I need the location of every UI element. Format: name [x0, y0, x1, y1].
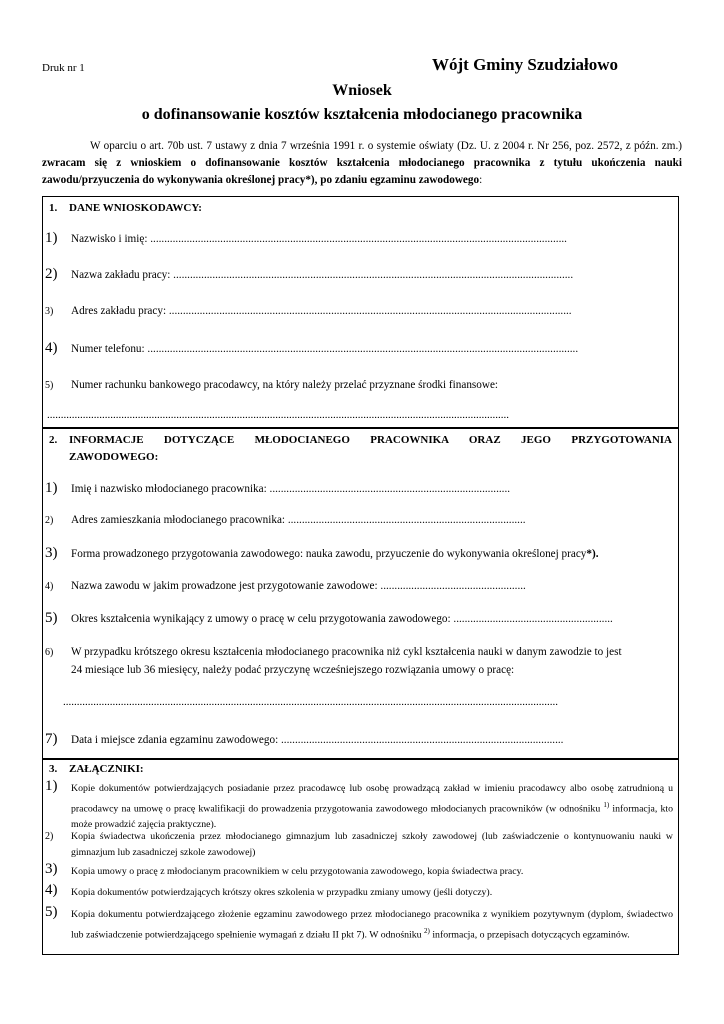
early-termination-line[interactable]: ....................................................................................................................................................................................: [63, 696, 558, 708]
section-heading: 1. DANE WNIOSKODAWCY:: [49, 202, 202, 214]
attachment-5: 5) Kopia dokumentu potwierdzającego złożenie egzaminu zawodowego przez młodocianego pracownika z wynikiem pozytywnym (dyplom, świadectwo lub zaświadczenie potwierdzającego spełnienie wymagań z działu II pkt 7). W odnośniku $^{2)}$ informacja, o przepisach dotyczących egzaminów.: [45, 904, 673, 941]
intro-bold: zwracam się z wnioskiem o dofinansowanie kosztów kształcenia młodocianego pracownika z tytułu ukończenia nauki zawodu/przyuczenia do wykonywania określonej pracy*), po zdaniu egzaminu zawodowego: [42, 157, 682, 186]
attachment-1: 1) Kopie dokumentów potwierdzających posiadanie przez pracodawcę lub osobę prowadzącą zakład w imieniu pracodawcy albo osobę zatrudnioną u pracodawcy na umowę o pracę kwalifikacji do prowadzenia przygotowania zawodowego młodocianych pracowników (w odnośniku $^{1)}$ informacja, kto może prowadzić zajęcia praktyczne).: [45, 778, 673, 831]
bank-account-line[interactable]: ........................................................................................................................................................................: [47, 409, 509, 421]
form-number: Druk nr 1: [42, 62, 85, 74]
section-heading: 3. ZAŁĄCZNIKI:: [49, 763, 144, 775]
document-subtitle: o dofinansowanie kosztów kształcenia młodocianego pracownika: [141, 106, 583, 123]
attachment-3: 3) Kopia umowy o pracę z młodocianym pracownikiem w celu przygotowania zawodowego, kopia świadectwa pracy.: [45, 861, 524, 877]
attachment-2: 2) Kopia świadectwa ukończenia przez młodocianego gimnazjum lub zasadniczej szkoły zawodowej (lub zaświadczenie o kontynuowaniu nauki w gimnazjum lub zasadniczej szkole zawodowej): [45, 831, 673, 858]
intro-plain: W oparciu o art. 70b ust. 7 ustawy z dnia 7 września 1991 r. o systemie oświaty (Dz. U. z 2004 r. Nr 256, poz. 2572, z późn. zm.): [90, 140, 682, 152]
intro-paragraph: [42, 138, 682, 189]
attachment-4: 4) Kopia dokumentów potwierdzających krótszy okres szkolenia w przypadku zmiany umowy (jeśli dotyczy).: [45, 882, 493, 898]
section-attachments: [42, 759, 679, 955]
section-heading: 2. INFORMACJE DOTYCZĄCE MŁODOCIANEGO PRACOWNIKA ORAZ JEGO PRZYGOTOWANIA ZAWODOWEGO:: [49, 434, 672, 463]
document-title: Wniosek: [332, 82, 392, 99]
addressee: Wójt Gminy Szudziałowo: [432, 55, 619, 74]
intro-end: :: [479, 174, 483, 186]
section-young-worker: 2. INFORMACJE DOTYCZĄCE MŁODOCIANEGO PRACOWNIKA ORAZ JEGO PRZYGOTOWANIA ZAWODOWEGO: 1) Imię i nazwisko młodocianego pracownika: ...................................................................................... 2) Adres zamieszkania młodocianego pracownika: ..................................................................................... 3) Forma prowadzonego przygotowania zawodowego: nauka zawodu, przyuczenie do wykonywania określonej pracy*). 4) Nazwa zawodu w jakim prowadzone jest przygotowanie zawodowe: .................................................... 5) Okres kształcenia wynikający z umowy o pracę w celu przygotowania zawodowego: ......................................................... 6) W przypadku krótszego okresu kształcenia młodocianego pracownika niż cykl kształcenia nauki w danym zawodzie to jest 24 miesiące lub 36 miesięcy, należy podać przyczynę wcześniejszego rozwiązania umowy o pracę: .................................................................................................................................................................................... 7) Data i miejsce zdania egzaminu zawodowego: .....................................................................................................: [42, 428, 679, 759]
section-applicant: 1. DANE WNIOSKODAWCY: 1) Nazwisko i imię: ..................................................................................................................................................... 2) Nazwa zakładu pracy: ............................................................................................................................................... 3) Adres zakładu pracy: ................................................................................................................................................ 4) Numer telefonu: .......................................................................................................................................................... 5) Numer rachunku bankowego pracodawcy, na który należy przelać przyznane środki finansowe: ........................................................................................................................................................................: [42, 196, 679, 428]
